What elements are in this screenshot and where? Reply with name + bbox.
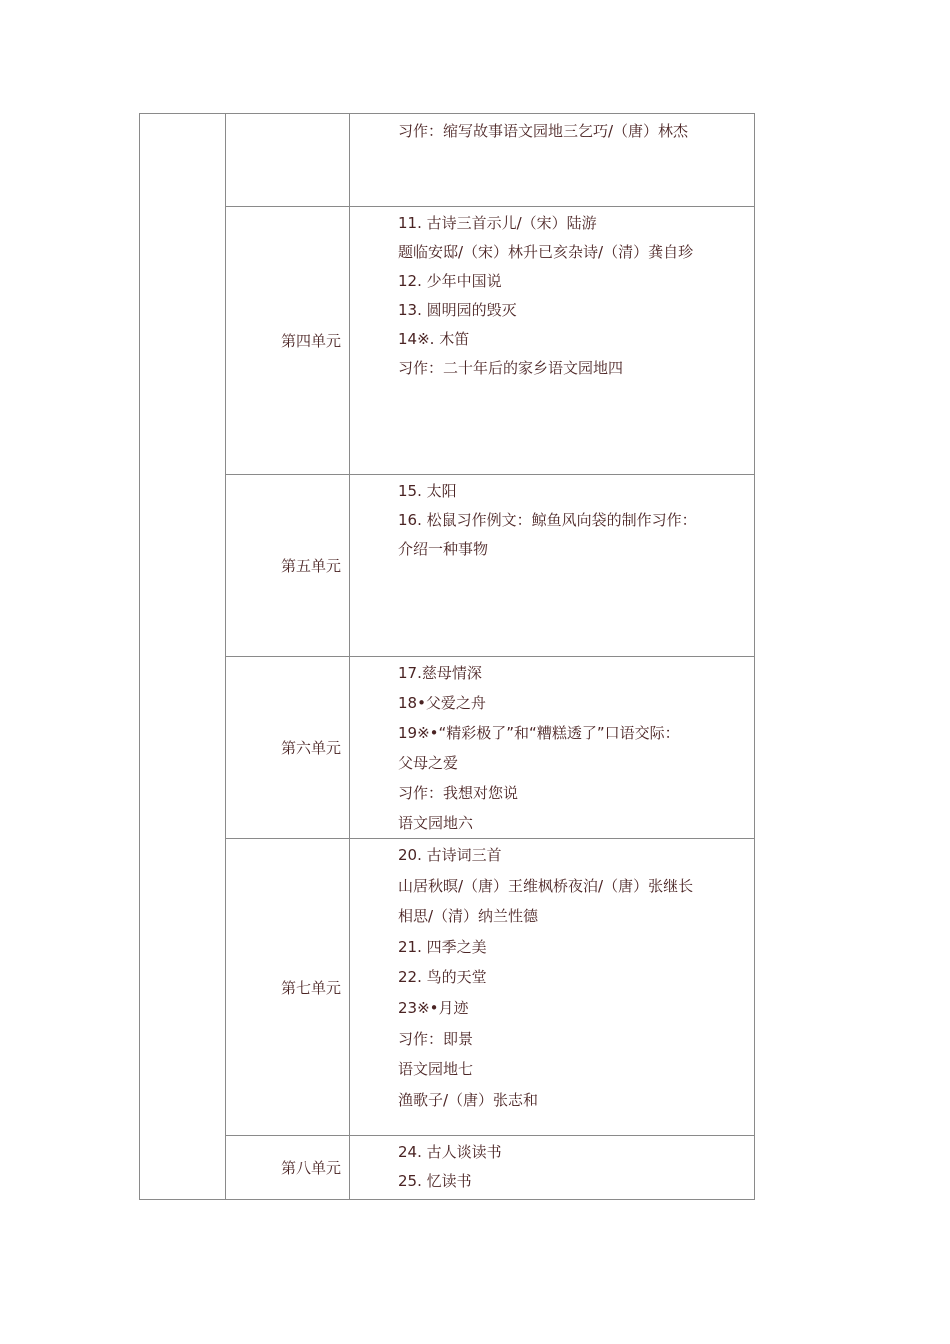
grade-column [140,114,226,1199]
content-cell [350,207,754,474]
content-cell [350,839,754,1135]
content-line: 习作：缩写故事语文园地三乞巧/（唐）林杰 [398,122,689,140]
content-line: 12. 少年中国说 [398,272,502,290]
unit-cell: 第八单元 [226,1136,350,1199]
content-line: 父母之爱 [398,754,459,772]
content-line: 题临安邸/（宋）林升已亥杂诗/（清）龚自珍 [398,243,694,261]
content-cell [350,475,754,656]
content-line: 习作：二十年后的家乡语文园地四 [398,359,624,377]
table-row [226,656,754,838]
table-row [226,838,754,1135]
table-row [226,1135,754,1199]
content-line: 21. 四季之美 [398,937,487,956]
content-line: 介绍一种事物 [398,540,489,558]
content-line: 相思/（清）纳兰性德 [398,907,539,926]
content-line: 19※•“精彩极了”和“糟糕透了”口语交际： [398,724,680,742]
content-line: 23※•月迹 [398,998,469,1017]
content-line: 24. 古人谈读书 [398,1143,502,1161]
content-line: 渔歌子/（唐）张志和 [398,1090,539,1109]
content-cell [350,114,754,206]
content-line: 14※. 木笛 [398,330,470,348]
content-line: 16. 松鼠习作例文：鲸鱼风向袋的制作习作： [398,511,697,529]
content-line: 22. 鸟的天堂 [398,968,487,987]
content-line: 17.慈母情深 [398,664,482,682]
content-line: 25. 忆读书 [398,1172,472,1190]
content-line: 11. 古诗三首示儿/（宋）陆游 [398,214,597,232]
content-line: 20. 古诗词三首 [398,846,502,864]
unit-cell: 第五单元 [226,475,350,656]
unit-cell: 第七单元 [226,839,350,1135]
table-row [226,206,754,474]
curriculum-table [139,113,755,1200]
content-line: 18•父爱之舟 [398,694,486,712]
content-cell [350,1136,754,1199]
content-line: 13. 圆明园的毁灭 [398,301,517,319]
content-line: 语文园地六 [398,814,474,832]
table-row [226,474,754,656]
content-line: 15. 太阳 [398,482,457,500]
content-line: 习作：即景 [398,1029,474,1048]
content-line: 习作：我想对您说 [398,784,519,802]
content-line: 山居秋暝/（唐）王维枫桥夜泊/（唐）张继长 [398,876,694,895]
unit-cell: 第四单元 [226,207,350,474]
content-cell [350,657,754,838]
unit-cell [226,114,350,206]
table-row [226,114,754,206]
content-line: 语文园地七 [398,1060,474,1079]
unit-cell: 第六单元 [226,657,350,838]
